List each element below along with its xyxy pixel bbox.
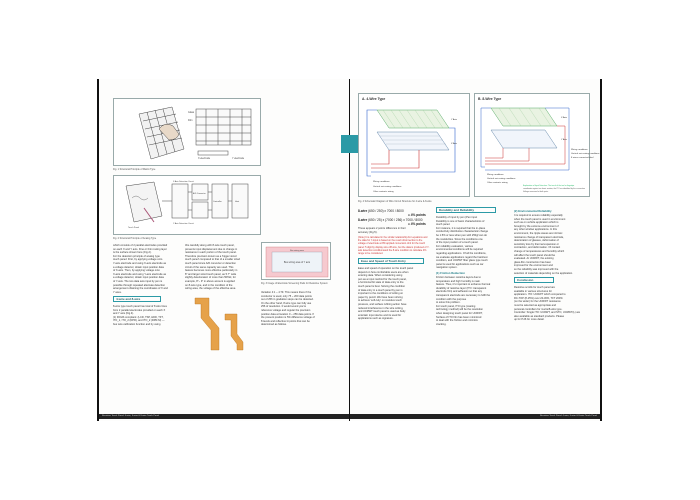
text-line: bus wire calibration function and by using	[113, 322, 161, 326]
text-line: and Y axis (Fig.4).	[113, 312, 134, 316]
fig4-panel-a-4-wire	[358, 93, 470, 197]
text-line: of the input position of a touch panel.	[436, 241, 479, 245]
text-line: deterioration of glasses, deformation of	[514, 239, 559, 243]
text-line: example, 8"~ 9" in above amount is applied	[185, 279, 235, 283]
text-line: depend on how comfortable users are when	[358, 270, 409, 274]
eq2-text: (650 / 25) x (7000 / 256) x 7000 / 8000	[368, 218, 423, 222]
text-line: up for P.26 for more detail.	[514, 318, 545, 322]
text-line: Ease and speed of operation on the touch panel	[358, 267, 414, 270]
text-line: environment, the ripple waves are intrinsic	[514, 231, 563, 235]
text-line: touch panel is best. Solving the condition	[358, 284, 406, 288]
text-line: to achieve 'soft-ivity' on resistive touch	[358, 299, 402, 303]
text-line: pressure, and surface rubbing action have	[358, 302, 407, 306]
text-line: 8 wire, but the data is produced of Y-axis detection conditions	[358, 245, 430, 252]
panel-a-label-vertical: Vertical axis wiring conditions	[373, 186, 402, 188]
text-line: which consists of 2 parallel electrodes provided	[113, 244, 168, 247]
text-line: must be selected as appropriate and	[514, 303, 556, 307]
figure-2-analog-type	[113, 175, 261, 235]
right-column-1-note	[358, 236, 430, 255]
figure-3-caption: Fig. 3 Image of Electrode Screening Pads for Resistive System	[261, 282, 328, 285]
text-line: sensitivity loss by thermal expansion or	[514, 242, 559, 246]
text-line: reduced interference in the wire writing,	[358, 306, 404, 310]
panel-b-title: B. 8-Wire Type	[478, 97, 502, 101]
panel-b-label-wiring: Wiring conditions	[487, 174, 504, 176]
fig2-label-y-axis: Y Axis Detection Circuit	[173, 223, 194, 225]
right-column-1	[358, 267, 430, 321]
heading-durability: Durability and Reliability	[436, 207, 496, 213]
subhead-environmental: (2) Environmental Reliability	[514, 209, 552, 213]
text-line: improved for the environment and	[514, 264, 553, 268]
left-footer: Resistive Touch Panel: 4-wire, 5-wire & 8-wire Touch Panel	[99, 414, 349, 419]
fig2-label-x-axis: X Axis Detection Circuit	[173, 181, 194, 183]
panel-a-diagram	[359, 94, 471, 198]
panel-b-note-3: Voltage measured at both parts.	[523, 191, 549, 193]
text-line: touch panel.	[436, 223, 451, 227]
text-line: For touch panel, ITO type (coating	[436, 304, 476, 308]
text-line: we evaluate applications regard the harshest	[436, 255, 488, 259]
text-line: Durability of input by pen (Pen input	[436, 216, 478, 219]
text-line: For reliability evaluation, various	[436, 244, 474, 248]
text-line: paper by pencil. We have been striving	[358, 295, 403, 299]
eq2-result: = 4% points	[408, 222, 426, 226]
figure-1-matrix-type	[113, 98, 261, 166]
text-line: a voltage detector, obtain input position data	[113, 276, 164, 280]
text-line: temperature and high humidity is main	[436, 279, 480, 283]
text-line: (1) ROHS compliant: (LCD, TSP, HDD, TFT,	[113, 315, 164, 319]
text-line: application. ITO: UCRWT which compared to	[514, 293, 566, 297]
panel-a-label-x: X Axis	[451, 143, 458, 145]
text-line: such as on vehicle application which is	[514, 221, 559, 225]
eq1-text: (650 / 250) x 7000 / 8000	[368, 209, 404, 213]
text-line: the resistivities. Since the conditions one	[436, 237, 483, 241]
fig4-panel-b-8-wire	[474, 93, 600, 197]
fig3-inner-label: Bus wiring area of Y axis	[283, 261, 311, 264]
panel-b-diagram	[475, 94, 600, 198]
text-line: position data at location 0 ~ 256 data points. If	[261, 312, 314, 316]
text-line: resistance change of transparent electrode,	[514, 235, 564, 239]
text-line: of Y-axis. The two data sets input by pen is	[113, 279, 163, 283]
text-line: For equations and the data for Y-input is based on the result of	[358, 236, 428, 243]
heading-conclusion: Conclusion	[514, 277, 554, 283]
fig1-label-glass: Glass	[188, 111, 195, 114]
text-line: These appears 2 points difference in their	[358, 227, 406, 230]
panel-b-label-other: Other contacts wiring	[487, 182, 508, 184]
text-line: this carefully along with 8-wire touch panel,	[185, 244, 235, 247]
text-line: Y-axis electrode and using X-axis electrode as	[113, 261, 167, 265]
text-line: evaluated. At UCRWT, the existing	[514, 257, 554, 261]
text-line: possible through repeated alternate detection	[113, 283, 166, 287]
figure-4-caption: Fig. 4 Schematic Diagram of Wire Circuit Structure for 4-wire & 8-wire	[358, 200, 432, 203]
text-line: is the surface shown here (Fig.2).	[113, 251, 152, 255]
text-line: slightly deteriorated. of more than 50%Ω, for	[185, 276, 236, 280]
text-line: when designing touch panel for UCRWT,	[436, 311, 483, 315]
text-line: Unit for the touch panel: 5 digit by display size of	[358, 242, 426, 249]
text-line: on each X and Y axis. Fine or thin routing layer	[113, 247, 167, 251]
text-line: On the other hand, 8-wire type can fully use	[261, 301, 312, 305]
text-line: durability of resistive layer (ITO: transparent	[436, 286, 487, 290]
text-line: personal controllers for 4-wire/8-wire type.	[514, 307, 563, 311]
text-line: from 2 parallel electrodes provided on each X	[113, 308, 166, 312]
text-line: important to the conditions of writing on	[358, 292, 404, 296]
eq2-label: 8-wire	[358, 218, 368, 222]
fig2-label-host: Host	[235, 201, 240, 203]
text-line: connection to the voltage of electrode at 8% applied conversion.	[358, 239, 423, 246]
panel-a-title: A. 4-Wire Type	[362, 97, 386, 101]
text-line: Therefore precision known as a 'bigger sized	[185, 254, 237, 258]
heading-ease-speed: Ease and Speed of Touch Entry	[358, 258, 424, 264]
text-line: change of temperatures and humidity which	[514, 249, 565, 253]
text-line: a voltage detector, obtain input position data	[113, 265, 164, 269]
subhead-friction: (1) Friction Reduction	[436, 271, 465, 275]
text-line: arrangement obtaining the coordinates of X and	[113, 287, 168, 291]
panel-b-label-8-wires: 8 wires connected dual	[571, 157, 594, 159]
text-line: For the detection principle of analog type	[113, 254, 160, 258]
text-line: circuit of the same capacity are used. This	[185, 265, 234, 269]
text-line: prevents input displacement due to change in	[185, 247, 238, 251]
fig1-label-x-electrode: X electrode	[198, 157, 211, 160]
text-line: when the touch panel is used in environment	[514, 217, 566, 221]
text-line: to solve this problem.	[436, 301, 461, 305]
text-line: of data entry in a touch panel by pen is	[358, 288, 403, 292]
text-line: RC-TOP (8-15%) over 20-30%, TFT 200%	[514, 296, 563, 300]
text-line: any other window applications. In this	[514, 228, 557, 232]
right-footer: Resistive Touch Panel: 4-wire, 5-wire & 8-wire Touch Panel	[350, 414, 600, 419]
eq1-label: 8-wire	[358, 209, 368, 213]
text-line: regarding applications. Of all the conditions,	[436, 251, 487, 255]
text-line: available in various structures for	[514, 289, 552, 293]
text-line: contraction, and deformation. Of contact	[514, 246, 561, 250]
text-line: 8-wire type touch panel has total of 8 wire lines	[113, 305, 167, 308]
text-line: Resistive scrolls for touch panel are	[514, 286, 555, 289]
text-line: and UCRWT touch panel is used as body	[358, 310, 406, 314]
text-line: out of 256 in gradation steps can be detected.	[261, 298, 314, 302]
right-column-3b	[514, 286, 588, 322]
fig2-label-touch-panel: Touch Panel	[128, 227, 140, 229]
text-line: 256 of resolution. It would sound you're	[261, 305, 307, 309]
matrix-diagram	[114, 99, 262, 167]
text-line: It is required to ensure reliability especially	[514, 214, 563, 217]
text-line: conductivity distribution characteristic change	[436, 230, 489, 234]
text-line: cracking.	[436, 322, 447, 326]
text-line: electrode film) and adhesion so that any	[436, 290, 482, 294]
text-line: brought by the extreme environment of	[514, 224, 559, 228]
left-page	[99, 79, 349, 421]
heading-4-wire-8-wire: 4-wire and 8-wire	[113, 296, 161, 302]
panel-b-label-vertical: Vertical axis wiring conditions	[487, 178, 516, 180]
panel-a-label-other: Other contacts wiring	[373, 191, 394, 193]
text-line: resistance in each portion of the touch panel.	[185, 251, 237, 255]
panel-b-label-wiring-r: Wiring conditions	[571, 149, 588, 151]
text-line: entering data. When considering using	[358, 274, 403, 278]
text-line: X-axis electrode and using Y-axis electrode as	[113, 272, 167, 276]
fig3-edge-label: Bus wiring area	[290, 250, 304, 252]
text-line: so the reliability was improved with the	[514, 267, 559, 271]
fig2-label-controller: Controller	[213, 201, 222, 203]
text-line: will affect the touch panel should be	[514, 253, 556, 257]
text-line: 8" and larger sized touch panel, as 5.7" wide	[185, 272, 237, 276]
text-line: glass-film construction has been	[514, 260, 552, 264]
text-line: Durability is one of basic characteristics of	[436, 219, 485, 223]
text-line: feature. Thus, it's important to enhance thermal	[436, 283, 491, 287]
text-line: touch panel' compared to that of a smaller sized	[185, 258, 240, 262]
panel-b-note-2: coordinates against an ohmic resistor, the ITO are identified by the connection	[523, 188, 585, 190]
left-column-3	[261, 291, 331, 327]
text-line: ITO_1, ITO_2 (DPR), and ITO_2 (DPR-M) —	[113, 319, 165, 323]
fig1-label-film: Film	[188, 119, 193, 122]
text-line: of X-axis. Then, by applying voltage onto	[113, 269, 160, 273]
text-line: selection of materials depending on the application.	[514, 271, 573, 275]
text-line: (on the wider) for the UCRWT resistance	[514, 300, 561, 304]
text-line: For instance, it is required that the in-plane	[436, 226, 486, 230]
text-line: technology method) will be the resolution	[436, 308, 484, 312]
right-column-2	[436, 216, 508, 270]
right-page	[350, 79, 600, 421]
text-line: transparent electrode are necessary to fulfil the	[436, 293, 491, 297]
text-line: condition, and UCRWT fiber glass type touch	[436, 259, 488, 263]
text-line: 8 levels and reflective Ω points that can be	[261, 319, 310, 323]
book-spread	[97, 79, 602, 421]
text-line: navigation system.	[436, 266, 458, 270]
text-line: reference voltage and regular the precision	[261, 308, 311, 312]
eq1-result: = 4% points	[408, 213, 426, 217]
right-column-2b	[436, 276, 508, 326]
right-column-1-intro	[358, 227, 430, 234]
text-line: accuracy (Fig.5).	[358, 230, 378, 234]
fig1-label-y-electrode: Y electrode	[232, 157, 245, 160]
text-line: pen as a input method for the touch panel,	[358, 277, 407, 281]
text-line: conductor is used, only 75 ~ 200 data points	[261, 294, 312, 298]
text-line: on 8-wire type, and in the condition of the	[185, 283, 233, 287]
analog-diagram	[114, 176, 262, 236]
figure-3-electrode-pads	[261, 242, 331, 280]
text-line: determined as follows.	[261, 323, 287, 327]
text-line: Y axes.	[113, 290, 122, 294]
equation-1	[358, 209, 404, 213]
left-column-1	[113, 244, 181, 294]
left-column-1b	[113, 305, 181, 327]
panel-b-label-x: X Axis	[561, 117, 568, 119]
electrode-pad-diagram	[262, 243, 332, 281]
text-line: entertain input device and its used for	[358, 313, 402, 317]
text-line: the present position is 5% difference voltage of	[261, 316, 315, 320]
text-line: (Note) It is calculated in the similar relationship.	[358, 236, 409, 239]
text-line: feature becomes more effective particularly in	[185, 269, 238, 273]
text-line: wiring area, the voltage of the effective area	[185, 287, 236, 291]
panel-b-note-1: Explanation of Input Detection: The touch of the tool or fingertips	[523, 185, 575, 187]
text-line: be 1.5% or less when pen with 250gf can do	[436, 233, 487, 237]
panel-a-label-wiring: Wiring conditions	[373, 181, 390, 183]
text-line: and the 8-wire condition to calculate 4% range to be considered.	[358, 248, 427, 256]
panel-b-label-vertical-r: Vertical axis wiring conditions	[571, 153, 600, 155]
text-line: touch panel: First, by applying voltage onto	[113, 258, 163, 262]
left-column-2	[185, 244, 253, 291]
text-line: panel is used for applications such as car	[436, 262, 484, 266]
text-line: Variation 4:1 ~ 4:79. This means there if the	[261, 291, 312, 294]
figure-2-caption: Fig. 2 Structural Principle of Analog Type	[113, 237, 157, 240]
text-line: environmental conditions will be required	[436, 248, 483, 252]
text-line: condition with the purpose	[436, 297, 467, 301]
text-line: Surface of ITO film has been minimized	[436, 315, 482, 319]
right-column-3	[514, 214, 588, 275]
fpc-cable-illustration	[185, 294, 253, 354]
panel-b-label-y: Y Axis	[561, 139, 568, 141]
text-line: Friction between resistive layers due to	[436, 276, 481, 279]
text-line: to deal with the friction and minimize	[436, 319, 478, 323]
text-line: also available as standard products. Please	[514, 314, 565, 318]
text-line: Controller: Single ITO: UCRWT, and STO, UCRWT(L) are	[514, 311, 581, 315]
figure-1-caption: Fig. 1 Structural Principle of Matrix Type	[113, 168, 156, 171]
fig2-label-ad: A/D Converter	[193, 193, 206, 195]
text-line: a horizontal bit state of data entry to the	[358, 281, 404, 285]
text-line: applications such as signature.	[358, 317, 394, 321]
text-line: touch panel since A/D converter or detection	[185, 261, 236, 265]
panel-a-label-y: Y Axis	[451, 119, 458, 121]
